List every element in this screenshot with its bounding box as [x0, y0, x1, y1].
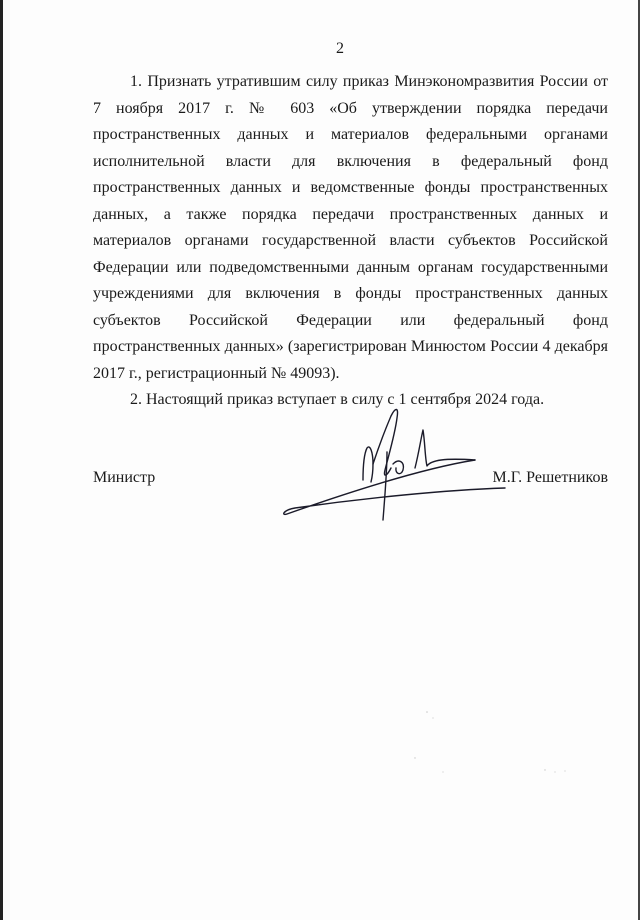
signature-stroke-5 [415, 430, 475, 468]
signer-role: Министр [93, 469, 156, 486]
document-body [93, 69, 608, 414]
page-number: 2 [336, 40, 344, 57]
paragraph-2: 2. Настоящий приказ вступает в силу с 1 сентября 2024 года. [130, 391, 545, 408]
handwritten-signature [275, 402, 515, 522]
scan-noise [395, 700, 595, 800]
signer-name: М.Г. Решетников [492, 469, 608, 486]
signature-block [93, 465, 608, 495]
paragraph-1: 1. Признать утратившим силу приказ Минэкономразвития России от 7 ноября 2017 г. № 603 «Об утверждении порядка передачи пространственных данных и материалов федеральными органами исполнительной власти для включения в федеральный фонд пространственных данных и ведомственные фонды пространственных данных, а также порядка передачи пространственных данных и материалов органами государственной власти субъектов Российской Федерации или подведомственными данным органам государственными учреждениями для включения в фонды пространственных данных субъектов Российской Федерации или федеральный фонд пространственных данных» (зарегистрирован Минюстом России 4 декабря 2017 г., регистрационный № 49093). [93, 73, 608, 382]
scan-edge-left [0, 0, 3, 920]
